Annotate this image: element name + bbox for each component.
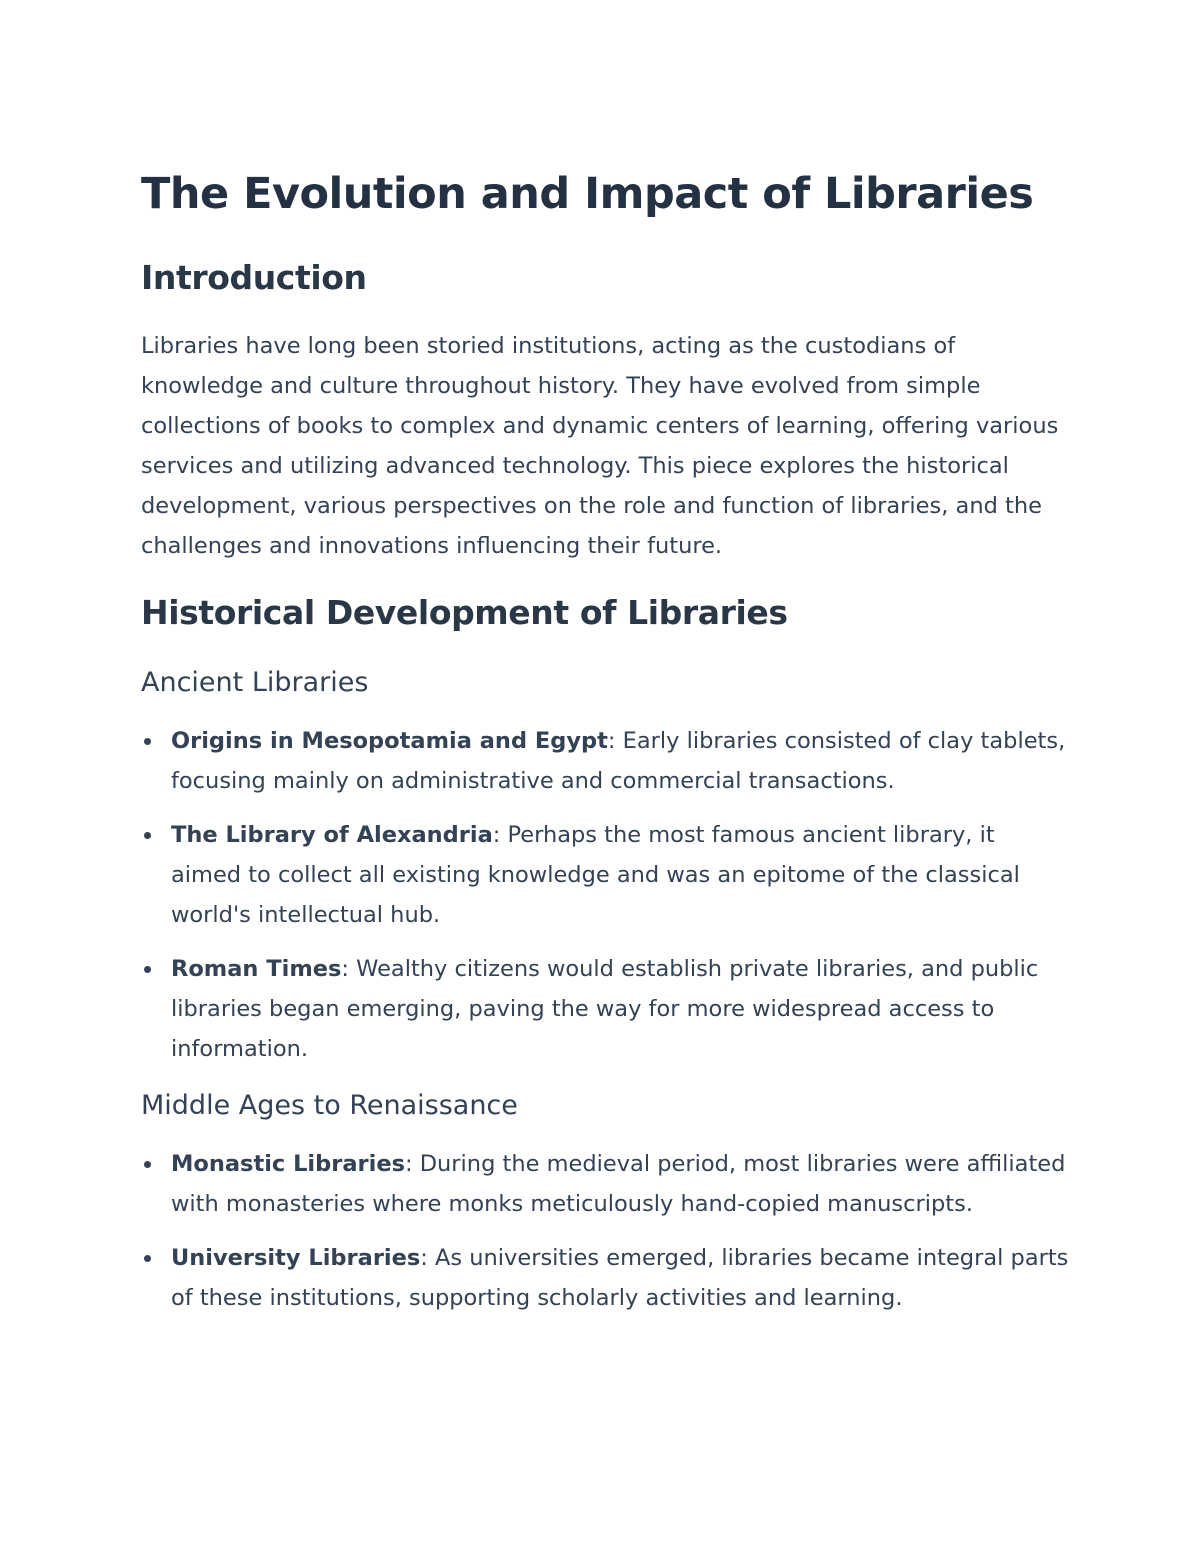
introduction-paragraph: Libraries have long been storied institutions, acting as the custodians of knowledge and culture throughout history. They have evolved from simple collections of books to complex and dynamic centers of learning, offering various services and utilizing advanced technology. This piece explores the historical development, various perspectives on the role and function of libraries, and the challenges and innovations influencing their future. [141,333,1059,559]
list-item-term: Origins in Mesopotamia and Egypt [171,728,608,754]
list-item [141,815,1071,935]
list-item-term: University Libraries [171,1245,421,1271]
list-item-term: Monastic Libraries [171,1151,405,1177]
list-item-text: : Early libraries consisted of clay tablets, focusing mainly on administrative and commercial transactions. [171,728,1066,794]
bullet-icon [144,1161,151,1168]
list-item-text: : During the medieval period, most libraries were affiliated with monasteries where monks meticulously hand-copied manuscripts. [171,1151,1066,1217]
list-item-term: The Library of Alexandria [171,822,493,848]
list-item [141,1144,1071,1224]
bullet-icon [144,966,151,973]
list-item [141,1238,1071,1318]
document-title: The Evolution and Impact of Libraries [141,169,1034,219]
historical-development-heading: Historical Development of Libraries [141,593,788,632]
list-item-term: Roman Times [171,956,342,982]
middle-ages-list [141,1144,1071,1332]
ancient-libraries-heading: Ancient Libraries [141,667,369,698]
list-item-text: : Perhaps the most famous ancient library, it aimed to collect all existing knowledge and was an epitome of the classical world's intellectual hub. [171,822,1020,928]
list-item-text: : Wealthy citizens would establish private libraries, and public libraries began emerging, paving the way for more widespread access to information. [171,956,1039,1062]
bullet-icon [144,1255,151,1262]
middle-ages-heading: Middle Ages to Renaissance [141,1090,518,1121]
ancient-libraries-list [141,721,1071,1083]
introduction-heading: Introduction [141,258,367,297]
bullet-icon [144,832,151,839]
bullet-icon [144,738,151,745]
list-item [141,949,1071,1069]
list-item-text: : As universities emerged, libraries became integral parts of these institutions, supporting scholarly activities and learning. [171,1245,1069,1311]
list-item [141,721,1071,801]
